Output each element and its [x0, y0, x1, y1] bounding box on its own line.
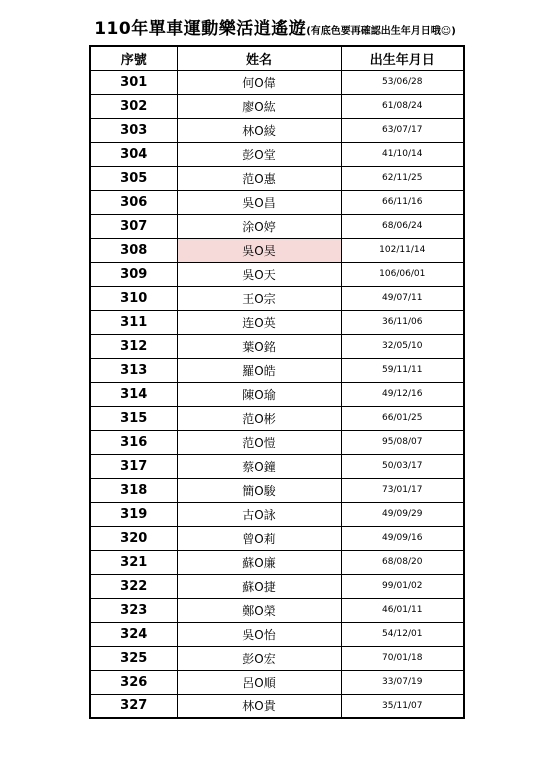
dob-cell: 66/11/16 [341, 190, 464, 214]
header-row [90, 46, 464, 70]
title-note: (有底色要再確認出生年月日哦☺) [306, 26, 456, 37]
dob-cell: 49/12/16 [341, 382, 464, 406]
column-header-name: 姓名 [177, 46, 341, 70]
name-cell: 吳O天 [177, 262, 341, 286]
column-header-seq: 序號 [90, 46, 177, 70]
name-cell: 连O英 [177, 310, 341, 334]
table-row [90, 574, 464, 598]
table-row [90, 214, 464, 238]
name-cell: 呂O順 [177, 670, 341, 694]
name-cell: 簡O駿 [177, 478, 341, 502]
name-cell: 彭O堂 [177, 142, 341, 166]
seq-cell: 311 [90, 310, 177, 334]
name-cell: 羅O皓 [177, 358, 341, 382]
dob-cell: 95/08/07 [341, 430, 464, 454]
seq-cell: 323 [90, 598, 177, 622]
seq-cell: 307 [90, 214, 177, 238]
table-row [90, 382, 464, 406]
seq-cell: 312 [90, 334, 177, 358]
name-cell: 陳O瑜 [177, 382, 341, 406]
table-row [90, 286, 464, 310]
seq-cell: 318 [90, 478, 177, 502]
seq-cell: 326 [90, 670, 177, 694]
dob-cell: 35/11/07 [341, 694, 464, 718]
name-cell: 何O偉 [177, 70, 341, 94]
table-row [90, 262, 464, 286]
seq-cell: 314 [90, 382, 177, 406]
name-cell: 鄭O榮 [177, 598, 341, 622]
seq-cell: 321 [90, 550, 177, 574]
dob-cell: 102/11/14 [341, 238, 464, 262]
name-cell: 王O宗 [177, 286, 341, 310]
seq-cell: 305 [90, 166, 177, 190]
dob-cell: 61/08/24 [341, 94, 464, 118]
table-row [90, 478, 464, 502]
table-body [90, 70, 464, 718]
dob-cell: 36/11/06 [341, 310, 464, 334]
dob-cell: 50/03/17 [341, 454, 464, 478]
table-row [90, 694, 464, 718]
seq-cell: 303 [90, 118, 177, 142]
seq-cell: 308 [90, 238, 177, 262]
table-row [90, 598, 464, 622]
dob-cell: 49/09/29 [341, 502, 464, 526]
table-row [90, 118, 464, 142]
name-cell: 廖O紘 [177, 94, 341, 118]
table-row [90, 142, 464, 166]
table-row [90, 406, 464, 430]
dob-cell: 62/11/25 [341, 166, 464, 190]
name-cell: 林O綾 [177, 118, 341, 142]
dob-cell: 32/05/10 [341, 334, 464, 358]
seq-cell: 310 [90, 286, 177, 310]
table-row [90, 502, 464, 526]
name-cell: 彭O宏 [177, 646, 341, 670]
name-cell: 涂O婷 [177, 214, 341, 238]
name-cell: 蘇O捷 [177, 574, 341, 598]
table-row [90, 550, 464, 574]
name-cell: 吳O怡 [177, 622, 341, 646]
seq-cell: 316 [90, 430, 177, 454]
name-cell: 蔡O鐘 [177, 454, 341, 478]
table-row [90, 166, 464, 190]
column-header-dob: 出生年月日 [341, 46, 464, 70]
table-row [90, 358, 464, 382]
dob-cell: 106/06/01 [341, 262, 464, 286]
dob-cell: 73/01/17 [341, 478, 464, 502]
dob-cell: 99/01/02 [341, 574, 464, 598]
dob-cell: 66/01/25 [341, 406, 464, 430]
table-row [90, 94, 464, 118]
table-row [90, 70, 464, 94]
table-row [90, 670, 464, 694]
table-row [90, 430, 464, 454]
name-cell: 蘇O廉 [177, 550, 341, 574]
seq-cell: 322 [90, 574, 177, 598]
name-cell: 曾O莉 [177, 526, 341, 550]
seq-cell: 315 [90, 406, 177, 430]
seq-cell: 304 [90, 142, 177, 166]
seq-cell: 313 [90, 358, 177, 382]
name-cell: 范O彬 [177, 406, 341, 430]
table-row [90, 238, 464, 262]
seq-cell: 320 [90, 526, 177, 550]
seq-cell: 319 [90, 502, 177, 526]
table-row [90, 310, 464, 334]
page-title [0, 14, 550, 39]
name-cell: 葉O銘 [177, 334, 341, 358]
name-cell: 古O詠 [177, 502, 341, 526]
dob-cell: 41/10/14 [341, 142, 464, 166]
table-row [90, 454, 464, 478]
dob-cell: 63/07/17 [341, 118, 464, 142]
seq-cell: 301 [90, 70, 177, 94]
dob-cell: 49/07/11 [341, 286, 464, 310]
dob-cell: 33/07/19 [341, 670, 464, 694]
table-row [90, 526, 464, 550]
table-row [90, 622, 464, 646]
table-header [90, 46, 464, 70]
dob-cell: 49/09/16 [341, 526, 464, 550]
dob-cell: 59/11/11 [341, 358, 464, 382]
name-cell: 吳O昊 [177, 238, 341, 262]
dob-cell: 46/01/11 [341, 598, 464, 622]
name-cell: 林O貴 [177, 694, 341, 718]
dob-cell: 54/12/01 [341, 622, 464, 646]
seq-cell: 317 [90, 454, 177, 478]
name-cell: 范O惠 [177, 166, 341, 190]
name-cell: 吳O昌 [177, 190, 341, 214]
seq-cell: 302 [90, 94, 177, 118]
table-row [90, 646, 464, 670]
dob-cell: 68/08/20 [341, 550, 464, 574]
title-main: 110年單車運動樂活逍遙遊 [94, 19, 307, 39]
dob-cell: 53/06/28 [341, 70, 464, 94]
seq-cell: 327 [90, 694, 177, 718]
table-row [90, 190, 464, 214]
dob-cell: 70/01/18 [341, 646, 464, 670]
table-row [90, 334, 464, 358]
seq-cell: 306 [90, 190, 177, 214]
dob-cell: 68/06/24 [341, 214, 464, 238]
seq-cell: 324 [90, 622, 177, 646]
name-cell: 范O愷 [177, 430, 341, 454]
seq-cell: 325 [90, 646, 177, 670]
seq-cell: 309 [90, 262, 177, 286]
roster-table [89, 45, 465, 719]
